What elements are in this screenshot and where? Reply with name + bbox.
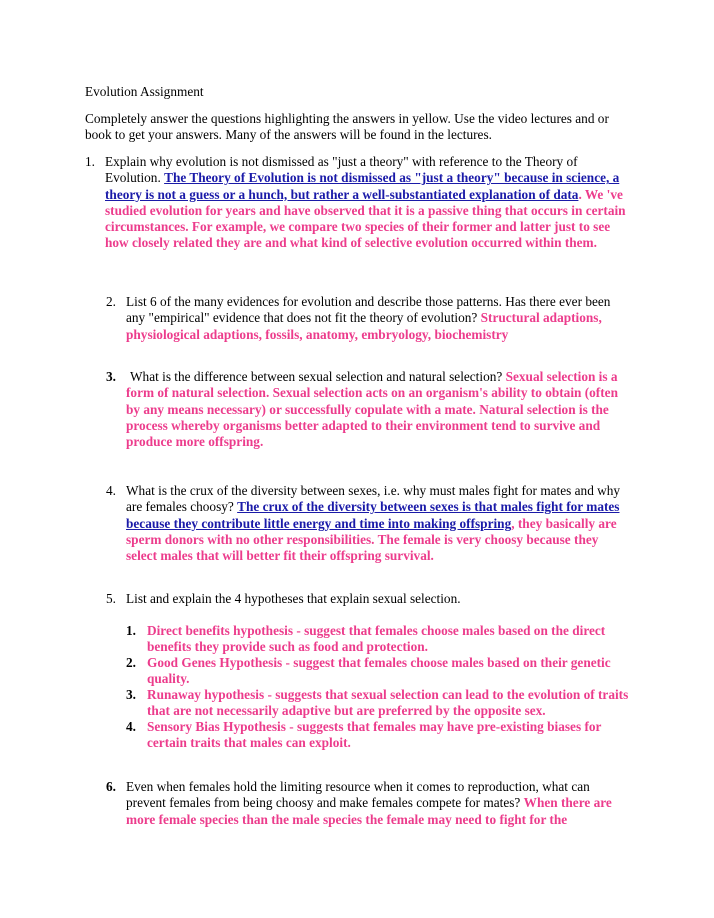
answer-text: When there are more female species than the male species the female may need to fight for the	[126, 795, 612, 827]
hypothesis-number: 2.	[126, 655, 136, 670]
hypothesis-item	[126, 687, 632, 720]
hypothesis-text: Runaway hypothesis - suggests that sexual selection can lead to the evolution of traits that are not necessarily adaptive but are preferred by the opposite sex.	[147, 687, 629, 719]
question-number: 6.	[106, 779, 116, 794]
question-number: 4.	[106, 483, 116, 498]
question-number: 2.	[106, 294, 116, 309]
question-number: 3.	[106, 369, 116, 384]
hypothesis-item	[126, 655, 632, 688]
answer-link[interactable]: The Theory of Evolution is not dismissed as "just a theory" because in science, a theory is not a guess or a hunch, but rather a well-substantiated explanation of data	[105, 170, 620, 202]
answer-text: Sexual selection is a form of natural selection. Sexual selection acts on an organism's ability to obtain (often by any means necessary) or successfully copulate with a mate. Natural selection is the process whereby organisms better adapted to their environment tend to survive and produce more offspring.	[126, 369, 618, 450]
hypothesis-number: 4.	[126, 719, 136, 734]
question-5	[106, 591, 632, 607]
hypothesis-item	[126, 623, 632, 656]
answer-text: . We 've studied evolution for years and have observed that it is a passive thing that occurs in certain circumstances. For example, we compare two species of their former and latter just to see how closely related they are and what kind of selective evolution occurred within them.	[105, 186, 626, 251]
question-number: 1.	[85, 154, 95, 169]
question-body	[126, 294, 632, 343]
question-text: What is the difference between sexual selection and natural selection?	[130, 369, 503, 384]
question-1	[85, 154, 632, 252]
hypothesis-text: Good Genes Hypothesis - suggest that females choose males based on their genetic quality.	[147, 655, 611, 687]
hypothesis-text: Direct benefits hypothesis - suggest that females choose males based on the direct benefits they provide such as food and protection.	[147, 623, 606, 655]
question-6	[106, 779, 632, 828]
hypothesis-text: Sensory Bias Hypothesis - suggests that females may have pre-existing biases for certain traits that males can exploit.	[147, 719, 602, 751]
answer-link[interactable]: The crux of the diversity between sexes is that males fight for mates because they contribute little energy and time into making offspring	[126, 499, 620, 531]
question-body	[126, 483, 632, 564]
question-text: What is the crux of the diversity between sexes, i.e. why must males fight for mates and why are females choosy?	[126, 483, 621, 515]
document-title: Evolution Assignment	[85, 84, 204, 99]
question-text: List and explain the 4 hypotheses that explain sexual selection.	[126, 591, 461, 606]
question-4	[106, 483, 632, 564]
question-body	[126, 591, 632, 607]
question-2	[106, 294, 632, 343]
hypothesis-item	[126, 719, 632, 752]
question-text: List 6 of the many evidences for evolution and describe those patterns. Has there ever been any "empirical" evidence that does not fit the theory of evolution?	[126, 294, 611, 326]
intro-paragraph: Completely answer the questions highlighting the answers in yellow. Use the video lectures and or book to get your answers. Many of the answers will be found in the lectures.	[85, 111, 609, 143]
question-body	[105, 154, 632, 252]
hypothesis-number: 3.	[126, 687, 136, 702]
question-text: Even when females hold the limiting resource when it comes to reproduction, what can prevent females from being choosy and make females compete for mates?	[126, 779, 590, 811]
question-body	[126, 369, 632, 450]
question-3	[106, 369, 632, 450]
question-text: Explain why evolution is not dismissed as "just a theory" with reference to the Theory of Evolution.	[105, 154, 578, 186]
answer-text: Structural adaptions, physiological adaptions, fossils, anatomy, embryology, biochemistry	[126, 310, 602, 342]
question-number: 5.	[106, 591, 116, 606]
question-body	[126, 779, 632, 828]
hypothesis-number: 1.	[126, 623, 136, 638]
answer-text: , they basically are sperm donors with no other responsibilities. The female is very choosy because they select males that will better fit their offspring survival.	[126, 515, 617, 564]
